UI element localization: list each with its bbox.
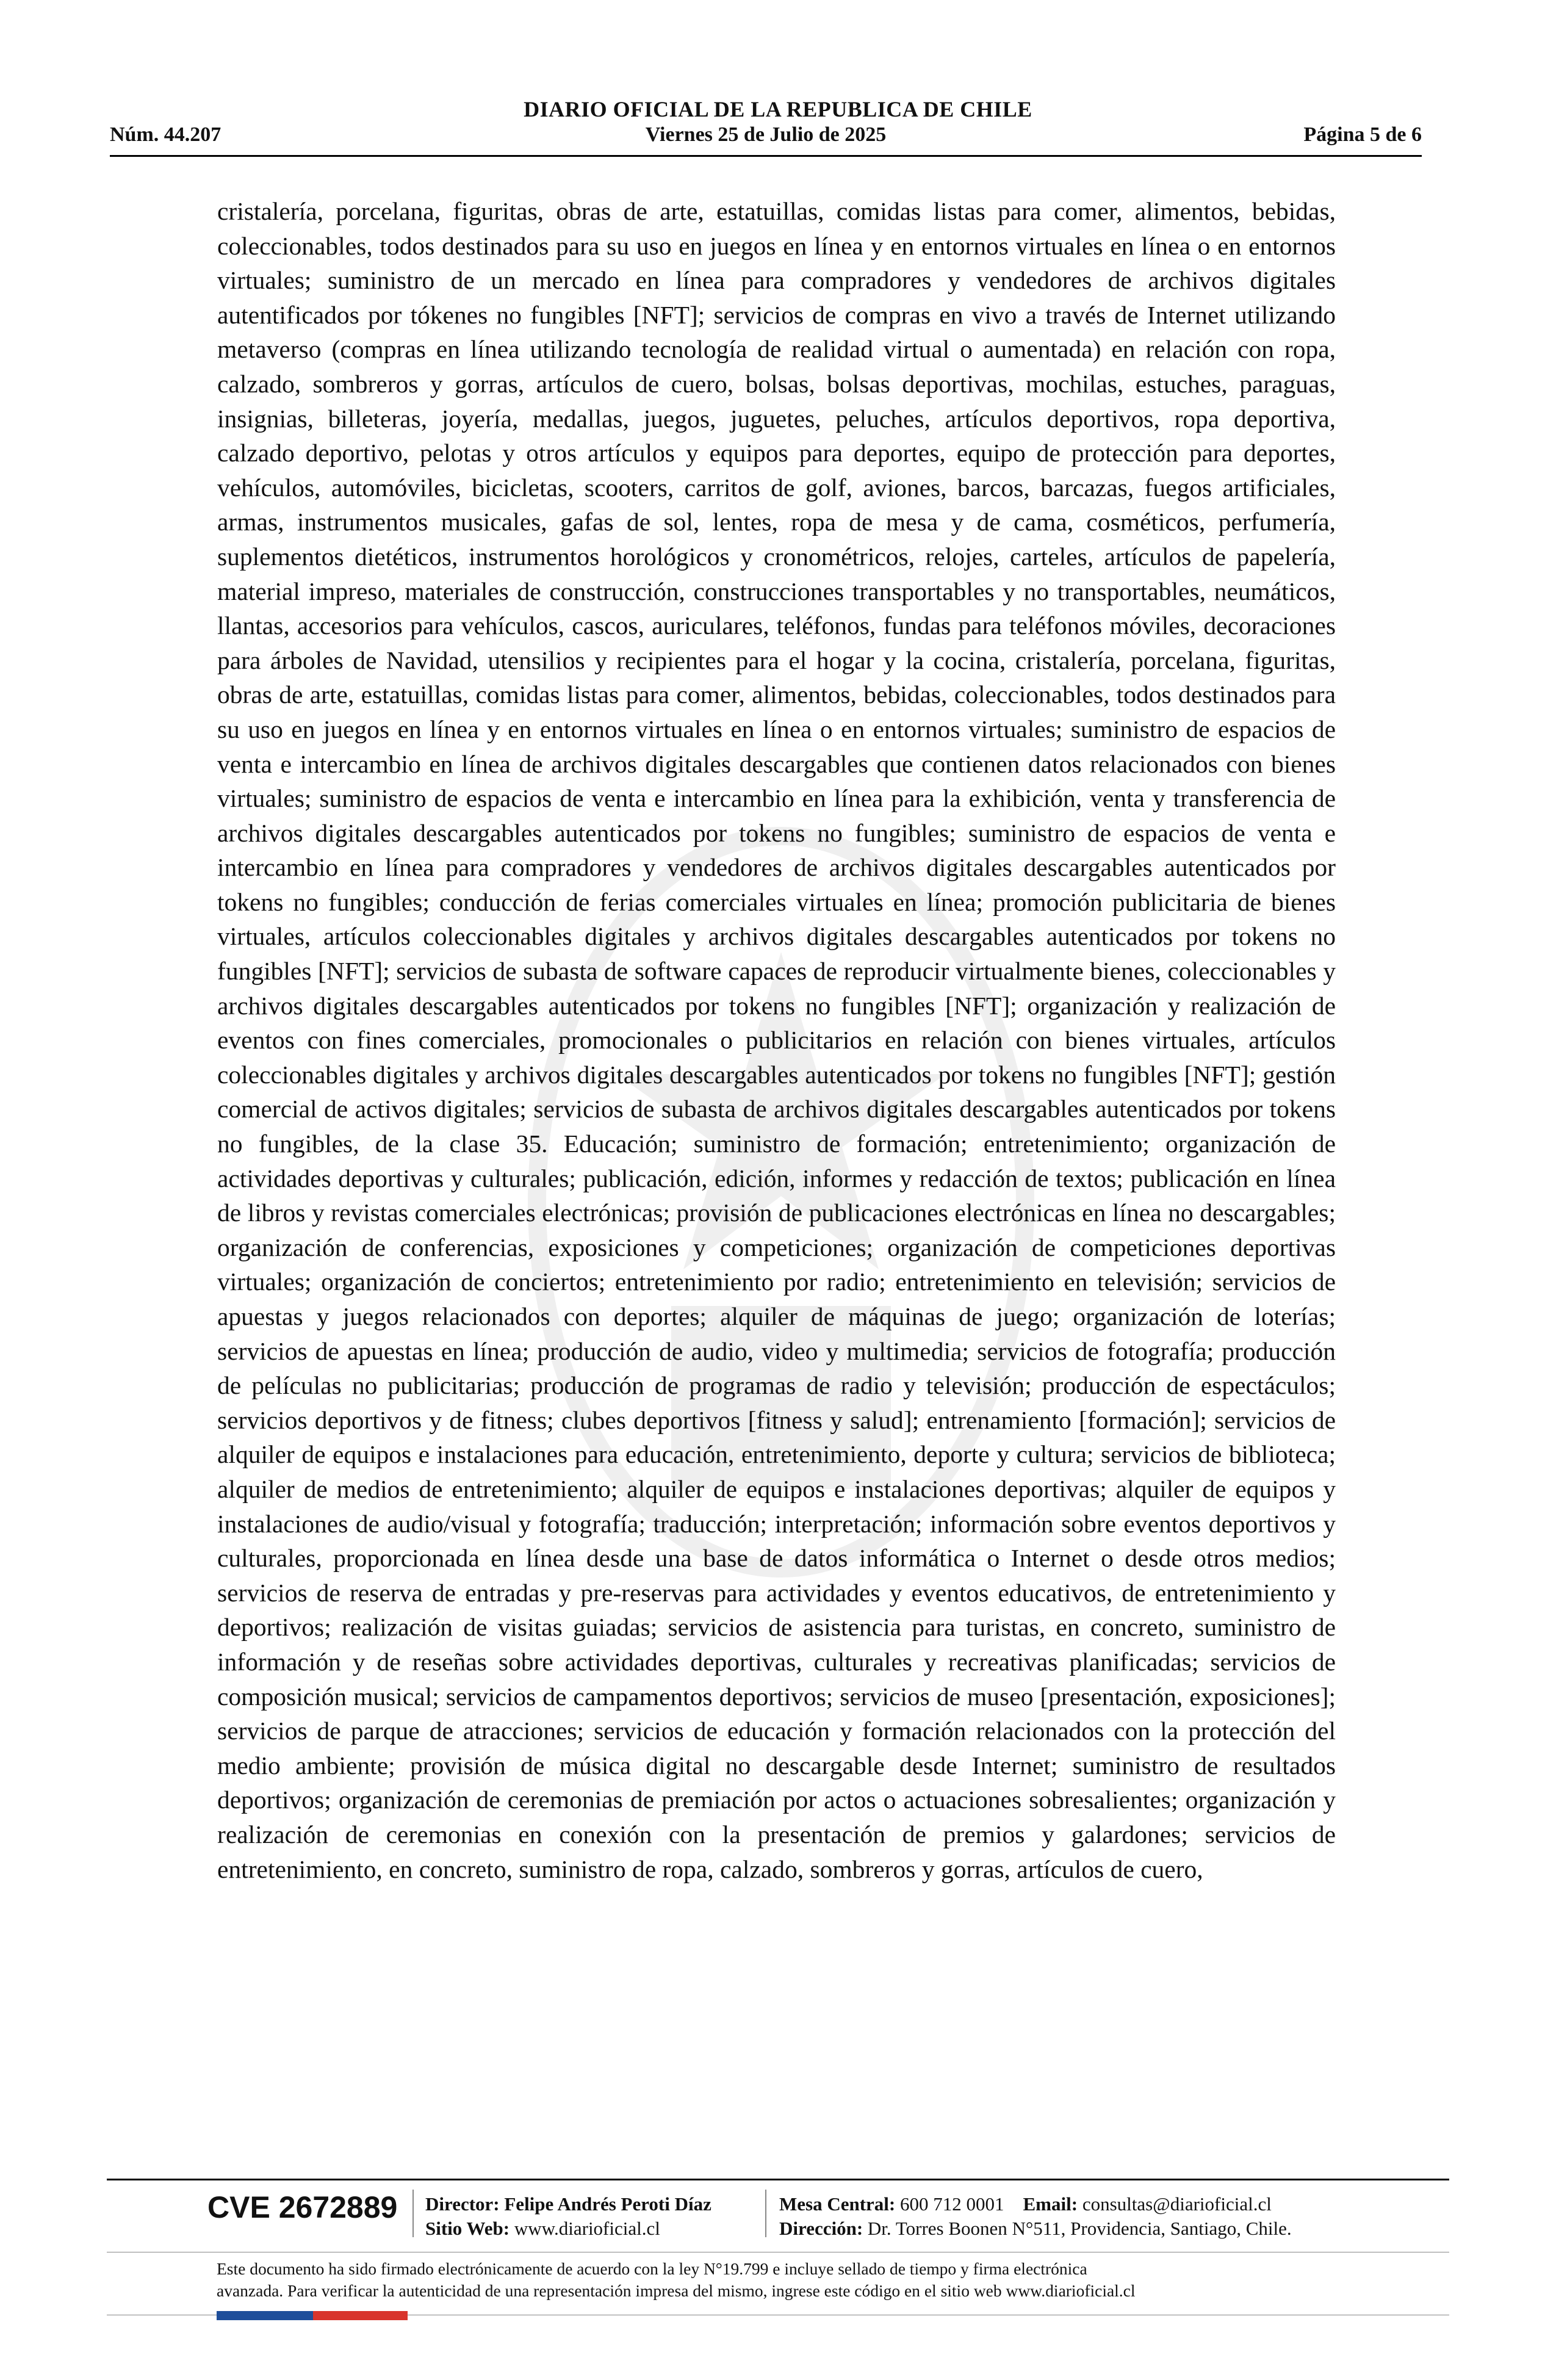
issue-number: Núm. 44.207 xyxy=(110,123,222,146)
footer-separator xyxy=(765,2190,766,2237)
body-text: cristalería, porcelana, figuritas, obras de arte, estatuillas, comidas listas para comer, alimentos, bebidas, coleccionables, todos destinados para su uso en juegos en línea y en entornos virtuales en línea o en entornos virtuales; suministro de un mercado en línea para compradores y vendedores de archivos digitales autentificados por tókenes no fungibles [NFT]; servicios de compras en vivo a través de Internet utilizando metaverso (compras en línea utilizando tecnología de realidad virtual o aumentada) en relación con ropa, calzado, sombreros y gorras, artículos de cuero, bolsas, bolsas deportivas, mochilas, estuches, paraguas, insignias, billeteras, joyería, medallas, juegos, juguetes, peluches, artículos deportivos, ropa deportiva, calzado deportivo, pelotas y otros artículos y equipos para deportes, equipo de protección para deportes, vehículos, automóviles, bicicletas, scooters, carritos de golf, aviones, barcos, barcazas, fuegos artificiales, armas, instrumentos musicales, gafas de sol, lentes, ropa de mesa y de cama, cosméticos, perfumería, suplementos dietéticos, instrumentos horológicos y cronométricos, relojes, carteles, artículos de papelería, material impreso, materiales de construcción, construcciones transportables y no transportables, neumáticos, llantas, accesorios para vehículos, cascos, auriculares, teléfonos, fundas para teléfonos móviles, decoraciones para árboles de Navidad, utensilios y recipientes para el hogar y la cocina, cristalería, porcelana, figuritas, obras de arte, estatuillas, comidas listas para comer, alimentos, bebidas, coleccionables, todos destinados para su uso en juegos en línea y en entornos virtuales en línea o en entornos virtuales; suministro de espacios de venta e intercambio en línea de archivos digitales descargables que contienen datos relacionados con bienes virtuales; suministro de espacios de venta e intercambio en línea para la exhibición, venta y transferencia de archivos digitales descargables autenticados por tokens no fungibles; suministro de espacios de venta e intercambio en línea para compradores y vendedores de archivos digitales descargables autenticados por tokens no fungibles; conducción de ferias comerciales virtuales en línea; promoción publicitaria de bienes virtuales, artículos coleccionables digitales y archivos digitales descargables autenticados por tokens no fungibles [NFT]; servicios de subasta de software capaces de reproducir virtualmente bienes, coleccionables y archivos digitales descargables autenticados por tokens no fungibles [NFT]; organización y realización de eventos con fines comerciales, promocionales o publicitarios en relación con bienes virtuales, artículos coleccionables digitales y archivos digitales descargables autenticados por tokens no fungibles [NFT]; gestión comercial de activos digitales; servicios de subasta de archivos digitales descargables autenticados por tokens no fungibles, de la clase 35. Educación; suministro de formación; entretenimiento; organización de actividades deportivas y culturales; publicación, edición, informes y redacción de textos; publicación en línea de libros y revistas comerciales electrónicas; provisión de publicaciones electrónicas en línea no descargables; organización de conferencias, exposiciones y competiciones; organización de competiciones deportivas virtuales; organización de conciertos; entretenimiento por radio; entretenimiento en televisión; servicios de apuestas y juegos relacionados con deportes; alquiler de máquinas de juego; organización de loterías; servicios de apuestas en línea; producción de audio, video y multimedia; servicios de fotografía; producción de películas no publicitarias; producción de programas de radio y televisión; producción de espectáculos; servicios deportivos y de fitness; clubes deportivos [fitness y salud]; entrenamiento [formación]; servicios de alquiler de equipos e instalaciones para educación, entretenimiento, deporte y cultura; servicios de biblioteca; alquiler de medios de entretenimiento; alquiler de equipos e instalaciones deportivas; alquiler de equipos y instalaciones de audio/visual y fotografía; traducción; interpretación; información sobre eventos deportivos y culturales, proporcionada en línea desde una base de datos informática o Internet o desde otros medios; servicios de reserva de entradas y pre-reservas para actividades y eventos educativos, de entretenimiento y deportivos; realización de visitas guiadas; servicios de asistencia para turistas, en concreto, suministro de información y de reseñas sobre actividades deportivas, culturales y recreativas planificadas; servicios de composición musical; servicios de campamentos deportivos; servicios de museo [presentación, exposiciones]; servicios de parque de atracciones; servicios de educación y formación relacionados con la protección del medio ambiente; provisión de música digital no descargable desde Internet; suministro de resultados deportivos; organización de ceremonias de premiación por actos o actuaciones sobresalientes; organización y realización de ceremonias en conexión con la presentación de premios y galardones; servicios de entretenimiento, en concreto, suministro de ropa, calzado, sombreros y gorras, artículos de cuero, xyxy=(217,197,1336,1883)
director-name: Felipe Andrés Peroti Díaz xyxy=(504,2193,711,2215)
footer-contact-block xyxy=(779,2192,1292,2241)
header-row xyxy=(110,123,1422,151)
legal-notice xyxy=(217,2258,1336,2302)
flag-stripe-red xyxy=(313,2311,408,2320)
email-label: Email: xyxy=(1023,2193,1078,2215)
issue-date: Viernes 25 de Julio de 2025 xyxy=(645,123,887,146)
legal-notice-line: avanzada. Para verificar la autenticidad de una representación impresa del mismo, ingrese este código en el sitio web www.diarioficial.cl xyxy=(217,2281,1136,2300)
email-link[interactable]: consultas@diarioficial.cl xyxy=(1082,2193,1272,2215)
page-number: Página 5 de 6 xyxy=(1303,123,1422,146)
site-label: Sitio Web: xyxy=(425,2218,510,2239)
director-label: Director: xyxy=(425,2193,500,2215)
address-text: Dr. Torres Boonen N°511, Providencia, Santiago, Chile. xyxy=(867,2218,1292,2239)
footer-director-block xyxy=(425,2192,711,2241)
legal-notice-line: Este documento ha sido firmado electrónicamente de acuerdo con la ley N°19.799 e incluye sellado de tiempo y firma electrónica xyxy=(217,2259,1087,2278)
publication-title: DIARIO OFICIAL DE LA REPUBLICA DE CHILE xyxy=(524,97,1032,121)
cve-code: CVE 2672889 xyxy=(207,2190,398,2224)
phone-label: Mesa Central: xyxy=(779,2193,896,2215)
footer-divider-top xyxy=(107,2179,1449,2180)
address-label: Dirección: xyxy=(779,2218,863,2239)
flag-stripe-blue xyxy=(217,2311,313,2320)
header-divider xyxy=(110,155,1422,157)
site-link[interactable]: www.diarioficial.cl xyxy=(514,2218,660,2239)
phone-number: 600 712 0001 xyxy=(900,2193,1004,2215)
footer-separator xyxy=(412,2190,414,2237)
